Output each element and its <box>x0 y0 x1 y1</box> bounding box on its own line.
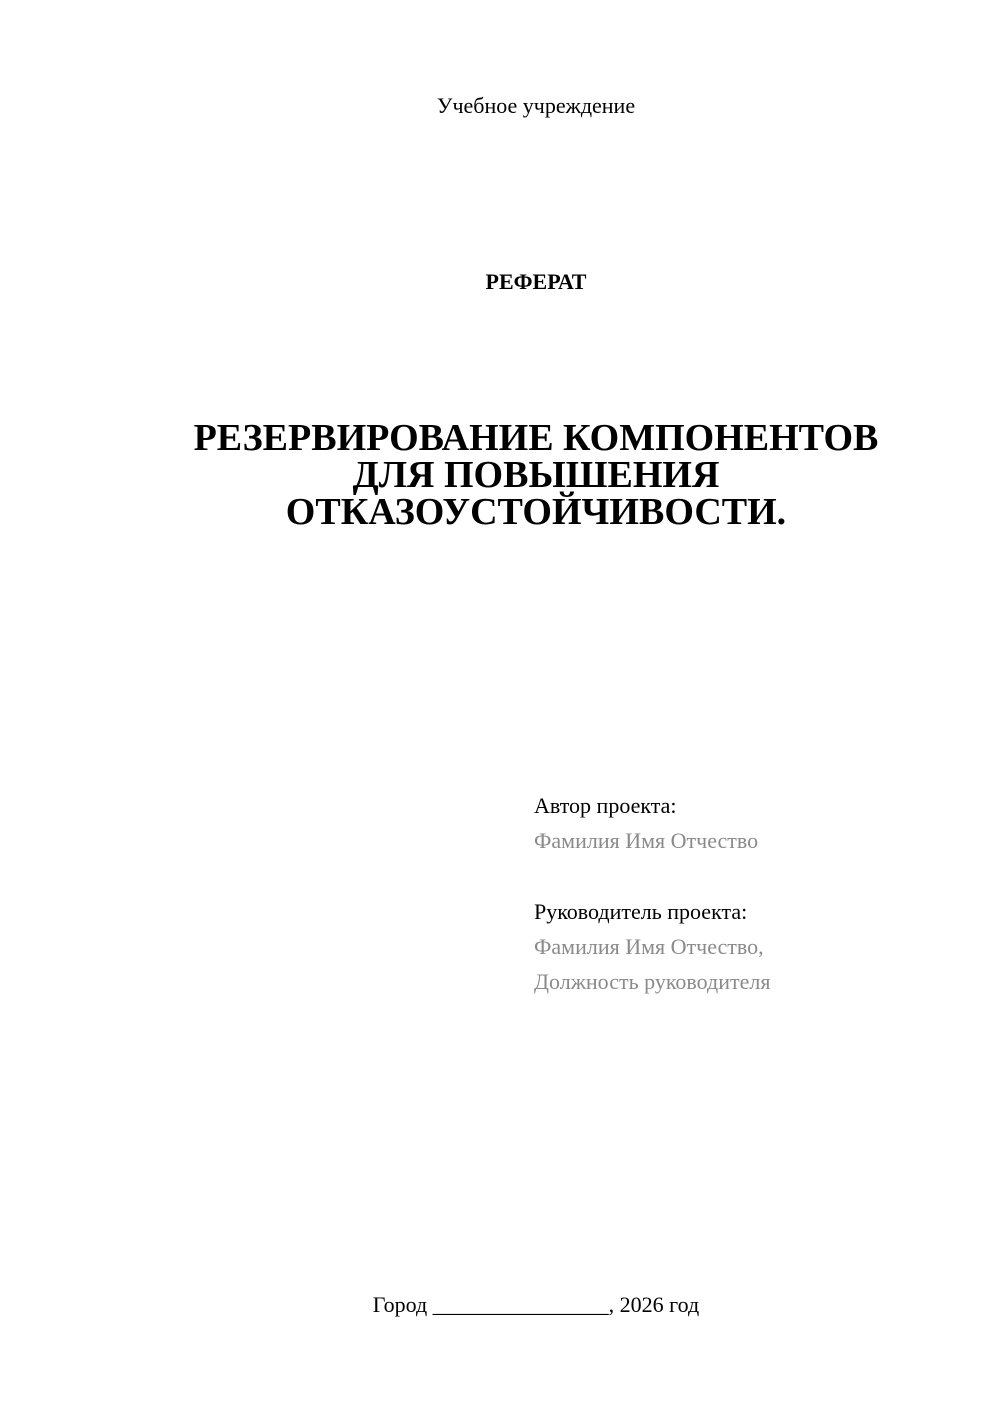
author-label: Автор проекта: <box>534 793 677 818</box>
document-title <box>0 417 1000 533</box>
supervisor-position: Должность руководителя <box>534 969 771 994</box>
document-title-line-1: РЕЗЕРВИРОВАНИЕ КОМПОНЕНТОВ <box>193 417 879 459</box>
project-people <box>534 788 974 999</box>
spacer <box>534 858 974 894</box>
supervisor-name: Фамилия Имя Отчество, <box>534 934 764 959</box>
institution-name: Учебное учреждение <box>436 93 636 118</box>
document-type: РЕФЕРАТ <box>485 269 587 294</box>
document-title-line-3: ОТКАЗОУСТОЙЧИВОСТИ. <box>285 491 787 533</box>
document-title-line-2: ДЛЯ ПОВЫШЕНИЯ <box>352 454 720 496</box>
author-name: Фамилия Имя Отчество <box>534 828 759 853</box>
city-year-line: Город ________________, 2026 год <box>372 1292 700 1317</box>
supervisor-label: Руководитель проекта: <box>534 899 748 924</box>
